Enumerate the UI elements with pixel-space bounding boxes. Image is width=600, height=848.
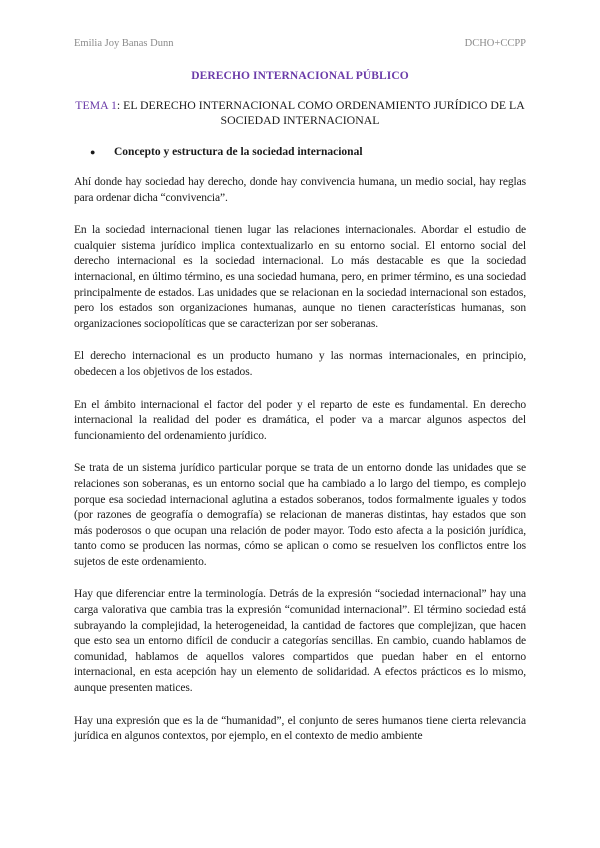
document-body — [74, 70, 526, 762]
header-course: DCHO+CCPP — [464, 38, 526, 49]
paragraph: Hay que diferenciar entre la terminología. Detrás de la expresión “sociedad internacional” hay una carga valorativa que cambia tras la expresión “comunidad internacional”. El término sociedad está subrayando la complejidad, la heterogeneidad, la cantidad de factores que complejizan, que hacen que esto sea un entorno difícil de conducir a categorías sencillas. En cambio, cuando hablamos de comunidad, hablamos de aquellos valores compartidos que puedan haber en el entorno internacional, en esta acepción hay un elemento de solidaridad. A efectos prácticos es lo mismo, aunque presenten matices. — [74, 588, 526, 695]
paragraph: El derecho internacional es un producto humano y las normas internacionales, en principio, obedecen a los objetivos de los estados. — [74, 350, 526, 378]
tema-heading — [74, 98, 526, 128]
paragraph: En el ámbito internacional el factor del poder y el reparto de este es fundamental. En derecho internacional la realidad del poder es dramática, el poder va a marcar algunos aspectos del funcionamiento del ordenamiento jurídico. — [74, 398, 526, 442]
page-header — [74, 38, 526, 49]
tema-text: : EL DERECHO INTERNACIONAL COMO ORDENAMIENTO JURÍDICO DE LA SOCIEDAD INTERNACIONAL — [116, 98, 525, 127]
section-bullet — [90, 146, 526, 158]
paragraph: En la sociedad internacional tienen lugar las relaciones internacionales. Abordar el estudio de cualquier sistema jurídico implica contextualizarlo en su entorno social. El entorno social del derecho internacional es la sociedad internacional. Lo más destacable es que la sociedad internacional, en último término, es una sociedad humana, pero, en primer término, es una sociedad principalmente de estados. Las unidades que se relacionan en la sociedad internacional son estados, pero los estados son organizaciones humanas, aunque no tienen características humanas, son organizaciones sociopolíticas que se caracterizan por ser soberanas. — [74, 224, 526, 330]
bullet-icon: ● — [90, 147, 96, 157]
document-title: DERECHO INTERNACIONAL PÚBLICO — [191, 70, 409, 82]
header-author: Emilia Joy Banas Dunn — [74, 38, 174, 49]
bullet-text: Concepto y estructura de la sociedad internacional — [114, 146, 363, 158]
paragraph: Hay una expresión que es la de “humanidad”, el conjunto de seres humanos tiene cierta relevancia jurídica en algunos contextos, por ejemplo, en el contexto de medio ambiente — [74, 714, 526, 743]
tema-label: TEMA 1 — [75, 98, 117, 112]
paragraph: Ahí donde hay sociedad hay derecho, donde hay convivencia humana, un medio social, hay reglas para ordenar dicha “convivencia”. — [74, 176, 526, 204]
paragraph: Se trata de un sistema jurídico particular porque se trata de un entorno donde las unidades que se relaciones son soberanas, es un entorno social que ha cambiado a lo largo del tiempo, es complejo porque esa sociedad internacional aglutina a estados soberanos, todos formalmente iguales y todos (por razones de geografía o demografía) se relacionan de maneras distintas, hay estados que son más poderosos o que ocupan una relación de poder mayor. Todo esto afecta a la posición jurídica, tanto como se producen las normas, cómo se aplican o como se resuelven los conflictos entre los sujetos de este ordenamiento. — [74, 462, 526, 568]
